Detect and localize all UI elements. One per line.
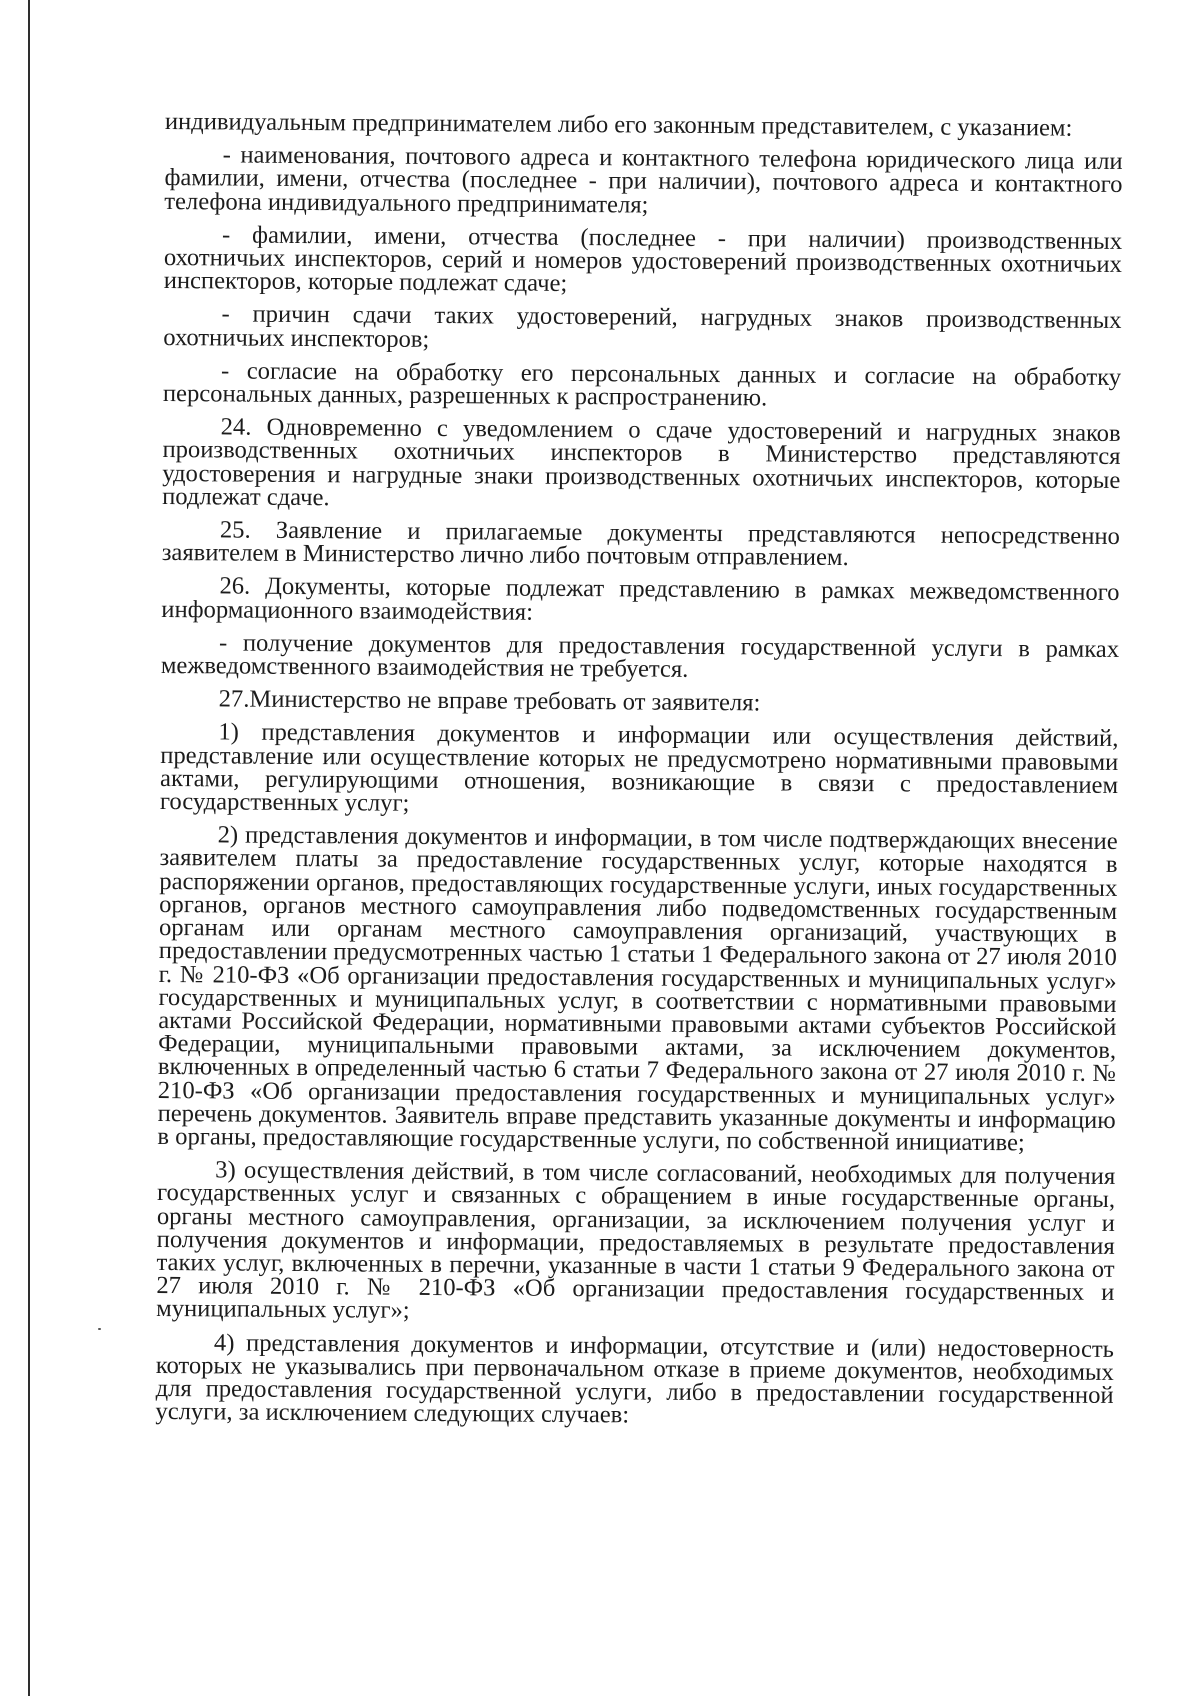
- scan-speck: [98, 1328, 101, 1330]
- paragraph-26-bullet: - получение документов для предоставления государственной услуги в рамках межведомственного взаимодействия не требуется.: [160, 629, 1120, 683]
- paragraph-27-item-1: 1) представления документов и информации или осуществления действий, представление или осуществление которых не предусмотрено нормативными правовыми актами, регулирующими отношения, возникающие в связи с предоставлением государственных услуг;: [159, 718, 1119, 817]
- scan-margin-line: [28, 0, 30, 1696]
- paragraph-27: 27.Министерство не вправе требовать от заявителя:: [218, 685, 761, 717]
- paragraph-26: 26. Документы, которые подлежат представлению в рамках межведомственного информационного взаимодействия:: [161, 572, 1120, 626]
- paragraph-27-item-2: 2) представления документов и информации, в том числе подтверждающих внесение заявителем платы за предоставление государственных услуг, которые находятся в распоряжении органов, предоставляющих государственные услуги, иных государственных органов, органов местного самоуправления либо подведомственных государственным органам или органам местного самоуправления организаций, участвующих в предоставлении предусмотренных частью 1 статьи 1 Федерального закона от 27 июля 2010 г. № 210-ФЗ «Об организации предоставления государственных и муниципальных услуг» государственных и муниципальных услуг, в соответствии с нормативными правовыми актами Российской Федерации, нормативными правовыми актами субъектов Российской Федерации, муниципальными правовыми актами, за исключением документов, включенных в определенный частью 6 статьи 7 Федерального закона от 27 июля 2010 г. № 210-ФЗ «Об организации предоставления государственных и муниципальных услуг» перечень документов. Заявитель вправе представить указанные документы и информацию в органы, предоставляющие государственные услуги, по собственной инициативе;: [157, 821, 1118, 1157]
- paragraph-bullet-name-address: - наименования, почтового адреса и контактного телефона юридического лица или фамилии, имени, отчества (последнее - при наличии), почтового адреса и контактного телефона индивидуального предпринимателя;: [164, 141, 1123, 219]
- paragraph-27-item-4: 4) представления документов и информации, отсутствие и (или) недостоверность которых не указывались при первоначальном отказе в приеме документов, необходимых для предоставления государственной услуги, либо в предоставлении государственной услуги, за исключением следующих случаев:: [155, 1328, 1115, 1429]
- paragraph-bullet-reasons: - причин сдачи таких удостоверений, нагрудных знаков производственных охотничьих инспекторов;: [163, 300, 1122, 353]
- paragraph-bullet-inspectors-names: - фамилии, имени, отчества (последнее - при наличии) производственных охотничьих инспекторов, серий и номеров удостоверений производственных охотничьих инспекторов, которые подлежат сдаче;: [163, 221, 1123, 298]
- paragraph-bullet-consent: - согласие на обработку его персональных данных и согласие на обработку персональных данных, разрешенных к распространению.: [162, 357, 1122, 412]
- paragraph-continuation: индивидуальным предпринимателем либо его законным представителем, с указанием:: [164, 108, 1073, 142]
- paragraph-25: 25. Заявление и прилагаемые документы представляются непосредственно заявителем в Министерство лично либо почтовым отправлением.: [161, 516, 1120, 572]
- document-body: [155, 110, 1123, 1440]
- paragraph-27-item-3: 3) осуществления действий, в том числе согласований, необходимых для получения государственных услуг и связанных с обращением в иные государственные органы, органы местного самоуправления, организации, за исключением получения услуг и получения документов и информации, предоставляемых в результате предоставления таких услуг, включенных в перечни, указанные в части 1 статьи 9 Федерального закона от 27 июля 2010 г. № 210-ФЗ «Об организации предоставления государственных и муниципальных услуг»;: [156, 1156, 1116, 1325]
- paragraph-24: 24. Одновременно с уведомлением о сдаче удостоверений и нагрудных знаков производственных охотничьих инспекторов в Министерство представляются удостоверения и нагрудные знаки производственных охотничьих инспекторов, которые подлежат сдаче.: [162, 413, 1121, 512]
